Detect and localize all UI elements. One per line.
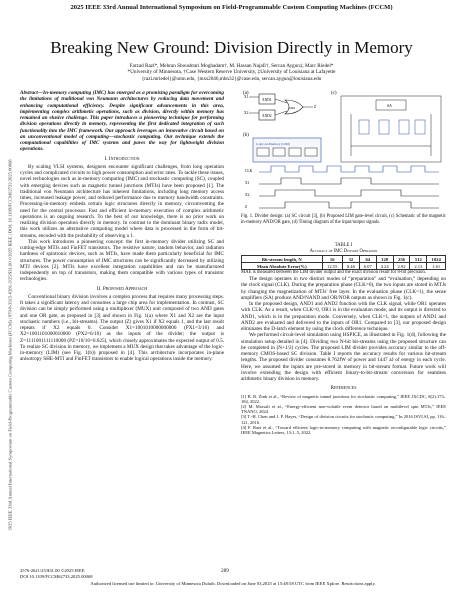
table-header-cell: 128 [376,256,393,263]
section-2-title: II. Proposed Approach [96,285,148,292]
table-header-cell: 1024 [427,256,446,263]
table-row-label: Mean Absolute Error(%) [242,263,323,270]
footer-license: Authorized licensed use limited to: University of Minnesota Duluth. Downloaded on June 03,2025 at 15:48:58 UTC from IEEE Xplore. Restrictions apply. [90,581,376,586]
table-cell: 4.24 [376,263,393,270]
table-header-row [242,256,446,263]
figure-1-caption: Fig. 1. Divider design: (a) SC circuit [3], (b) Proposed LIM gate-level circuit, (c) Schematic of the magnetic in-memory AND/OR gate, (d) Timing diagram of the input/output signals. [241,214,446,225]
timing-z-label: Z [245,205,248,209]
input-x1-label: X1 [244,95,249,99]
emails: {razi.mriedel}@umn.edu, {mxs2046,mhn32}@case.edu, sercan.aygun@louisiana.edu [141,75,322,82]
table-cell: 6.07 [359,263,376,270]
lim-block-label: Logic-in-Memory (LIM) [256,142,290,146]
table-row [242,263,446,270]
or1-gate-label: OR1 [289,106,296,110]
footer-doi: DOI 10.1109/FCCM62733.2025.00068 [20,573,93,579]
table-1-number: TABLE I [334,243,353,248]
side-strip-text: 2025 IEEE 33rd Annual International Symposium on Field-Programmable Custom Computing Machines (FCCM) | 979-8-3315-0281-2/25/$31.00 ©2025 IEEE | DOI: 10.1109/FCCM62733.2025.00068 [7,159,13,531]
table-header-cell: 256 [393,256,410,263]
left-column [20,90,224,363]
mtj-device [415,120,425,134]
input-x2-label: X2 [244,111,249,115]
footer-copyright: 2576-2621/25/$31.00 ©2025 IEEE [20,568,85,573]
conference-header: 2025 IEEE 33rd Annual International Symposium on Field-Programmable Custom Computing Machines (FCCM) [70,4,393,11]
sense-amplifier-label: SA [387,104,392,108]
clk-label: CLK [245,169,253,173]
panel-a-label: (a) [243,91,249,96]
authors: Farzad Razi*, Mehran Shoushtari Moghadam†, M. Hassan Najafi†, Sercan Aygun‡, Marc Riedel* [129,63,334,69]
reference-list [241,394,446,436]
author-block [20,63,443,82]
affiliations: *University of Minnesota, †Case Western Reserve University, ‡University of Louisiana at Lafayette [127,69,336,76]
mtj-cell [257,148,269,156]
table-cell: 8.46 [342,263,359,270]
figure-1 [241,86,446,212]
table-header-cell: Bit-stream length, N [242,256,323,263]
page-number: 289 [221,568,229,574]
table-cell: 1.61 [427,263,446,270]
section-1-title: I. Introduction [104,155,140,162]
right-para-3: We performed circuit-level simulation using HSPICE, as illustrated in Fig. 1(d), following the simulation setup detailed in [4]. Dividing two N-bit bit-streams using the proposed structure can be completed in (N+1/2) cycles. The proposed LIM divider provides accuracy similar to the off-memory CMOS-based SC division. Table I reports the accuracy results for various bit-stream lengths. The proposed divider consumes 8.762fW of power and 1447 aJ of energy in each cycle. Here, we assumed the inputs are pre-stored in memory in bit-stream format. Future work will involve extending the design with efficient binary-to-bit-stream conversion for seamless arithmetic binary division in memory. [241,332,446,382]
paper-title: Breaking New Ground: Division Directly in Memory [50,38,413,57]
mtj-cell [289,148,301,156]
mtj-device [379,120,389,134]
x1-waveform [259,178,439,184]
table-header-cell: 512 [410,256,427,263]
mtj-cell [273,148,285,156]
right-para-1: The design operates in two distinct modes of “preparation” and “evaluation,” depending on the clock signal (CLK). During the preparation phase (CLK=0), the two inputs are stored in MTJs by changing the magnetization of MTJs' free layer. In the evaluation phase (CLK=1), the sense amplifiers (SA) produce AND/NAND and OR/NOR outputs as shown in Fig. 1(c). [241,276,446,301]
table-cell: 12.55 [322,263,342,270]
table-1-note: MAE is measured between the LIM divider output and the exact division result for 8-bit precision. [241,270,426,275]
reference-item: [3] T.-H. Chen and J. P. Hayes, “Design of division circuits for stochastic computing,” In 2016 ISVLSI, pp. 116–121, 2016. [241,414,446,425]
side-strip [0,118,13,538]
section-2-para-1: Conventional binary division involves a complex process that requires many processing steps. It takes a significant latency and consumes a large chip area for implementation. In contrast, SC division can be simply performed using a multiplexer (MUX) unit composed of two AND gates and one OR gate, as proposed in [3] and shown in Fig. 1(a) where X1 and X2 are the input stochastic numbers (i.e., bit-streams). The output (Z) gives X1 if X2 equals 1, and the last result repeats if X2 equals 0. Consider X1=1001010000000000 (PX1=3/16) and X2=1001101000010000 (PX2=6/16) as the inputs of the divider; the output is Z=1111001111110000 (PZ=10/16=0.625), which closely approximates the expected output of 0.5. To realize SC division in memory, we implement a MUX design that takes advantage of the logic-in-memory (LIM) (see Fig. 1(b)) proposed in [4]. This architecture incorporates in-plane anisotropy SHE-MTJ and FinFET transistors to enable logical operations inside the memory. [20,293,224,363]
wire [275,111,287,115]
table-cell: 2.92 [393,263,410,270]
reference-item: [2] M. Morsali et al., “Energy-efficient non-volatile event detector based on multilevel spin MTJs,” IEEE TNANO, 2024. [241,403,446,415]
and1-gate-label: AND1 [262,98,272,102]
mtj-cell [305,148,317,156]
table-header-cell: 16 [322,256,342,263]
reference-item: [1] B. R. Zink et al., “Review of magnetic tunnel junctions for stochastic computing,” IEEE JXCDC, 8(2):173–184, 2022. [241,393,446,404]
reference-item: [4] F. Razi et al., “Toward efficient logic-in-memory computing with magnetic reconfigurable logic circuits,” IEEE Magnetics Letters, 13:1–5, 2022. [241,424,446,435]
figure-1-svg [241,86,446,212]
table-header-cell: 64 [359,256,376,263]
section-1-para-2: This work introduces a pioneering concept: the first in-memory divider utilizing SC and cutting-edge MTJs and FinFET transistors. The resistive nature, random behavior, and radiation hardness of spintronic devices, such as MTJs, have made them particularly beneficial for IMC structures. The power consumption of IMC structures can be significantly decreased by utilizing MTJ devices [2]. MTJs have excellent integration capabilities and can be manufactured independently on top of transistors, making them compatible with various types of transistor technologies. [20,238,224,283]
references-title: References [330,385,357,392]
right-column [241,276,446,435]
panel-b-label: (b) [243,133,249,138]
mtj-device [399,120,409,134]
table-cell: 2.13 [410,263,427,270]
and2-gate-label: AND2 [262,114,272,118]
x2-waveform [259,190,439,196]
timing-x1-label: X1 [245,181,250,185]
right-para-2: In the proposed design, AND1 and AND2 function with the CLK signal, while OR1 operates with CLK. As a result, when CLK=0, OR1 is in the evaluation mode, and its output is directed to AND1, which is in the preparation mode. Conversely, when CLK=1, the outputs of AND1 and AND2 are evaluated and delivered to the inputs of OR1. Compared to [3], our proposed design eliminates the D-latch element by using the clock difference technique. [241,301,446,332]
clk-waveform [259,166,439,172]
table-1 [241,243,446,276]
abstract: Abstract—In-memory computing (IMC) has emerged as a promising paradigm for overcoming the limitations of traditional von Neumann architectures by reducing data movement and enhancing computational efficiency. Despite significant advancements in this area, implementing complex arithmetic operations, such as division, directly within memory has remained an elusive challenge. This paper introduces a pioneering technique for performing division operations directly in memory, representing the first dedicated integration of such functionality into the IMC framework. Our approach leverages an innovative circuit based on an unconventional model of computing—stochastic computing. Our technique extends the computational capabilities of IMC systems and paves the way for lightweight division operations. [20,90,224,153]
output-z-label: Z [314,105,317,109]
table-1-caption: Accuracy of IMC Division Operation [309,248,378,254]
panel-c-label: (c) [331,91,337,96]
wire [275,99,287,103]
timing-x2-label: X2 [245,193,250,197]
footer [20,568,446,587]
table-header-cell: 32 [342,256,359,263]
section-1-para-1: By scaling VLSI systems, designers encounter significant challenges, from long operation cycles and complicated circuits to high power consumption and error rates. To tackle these issues, novel technologies such as in-memory computing (IMC) and stochastic computing (SC), coupled with emerging devices such as magnetic tunnel junctions (MTJs) have been proposed [1]. The traditional von Neumann architecture has inherent limitations, including long memory access times, increased leakage power, and reduced performance due to memory bandwidth constraints. Processing-in-memory embeds certain logic structures directly in memory, circumventing the need for the central processor. Fast and efficient in-memory execution of complex arithmetic operations is an ongoing research. To the best of our knowledge, there is no prior work on realizing division operation directly in memory. In contrast to the dominant binary radix model, this work utilizes an alternative computing model where data is processed in the form of bit-streams, encoded with the probability of observing a 1. [20,163,224,239]
mtj-device [359,120,369,134]
accuracy-table [241,255,446,270]
z-waveform [259,202,439,208]
